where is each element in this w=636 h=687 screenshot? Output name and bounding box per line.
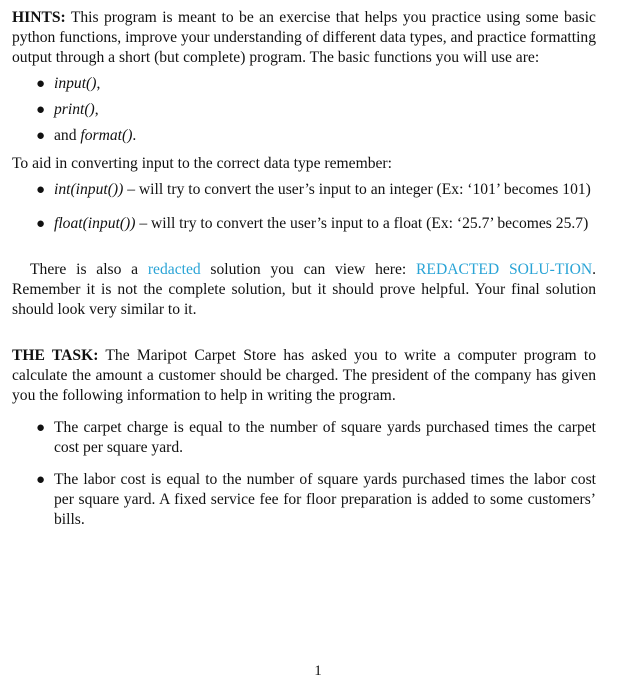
function-name: float(input()) [54,215,136,232]
redacted-link[interactable]: redacted [147,261,201,278]
list-item: ● input(), [36,75,101,92]
bullet-icon: ● [36,102,46,118]
convert-intro: To aid in converting input to the correct data type remember: [12,155,392,172]
hints-paragraph [12,8,596,68]
hints-label: HINTS: [12,9,66,26]
list-item: ● int(input()) – will try to convert the user’s input to an integer (Ex: ‘101’ becomes 101) [36,181,591,198]
conversions-list [12,180,596,234]
functions-list [12,74,596,146]
function-name: input() [54,75,97,92]
bullet-icon: ● [36,216,46,232]
function-name: print() [54,101,95,118]
list-item: ● The labor cost is equal to the number of square yards purchased times the labor cost per square yard. A fixed service fee for floor preparation is added to some customers’ bills. [36,471,596,528]
list-item: ● and format(). [36,127,137,144]
bullet-icon: ● [36,128,46,144]
bullet-icon: ● [36,472,46,488]
hints-intro: This program is meant to be an exercise that helps you practice using some basic python functions, improve your understanding of different data types, and practice formatting output through a short (but complete) program. The basic functions you will use are: [12,9,596,66]
redacted-solution-link[interactable]: REDACTED SOLU-TION [416,261,593,278]
list-item: ● print(), [36,101,99,118]
task-intro: The Maripot Carpet Store has asked you to write a computer program to calculate the amount a customer should be charged. The president of the company has given you the following information to help in writing the program. [12,347,596,404]
list-item: ● The carpet charge is equal to the number of square yards purchased times the carpet cost per square yard. [36,419,596,456]
function-name: int(input()) [54,181,124,198]
list-item: ● float(input()) – will try to convert the user’s input to a float (Ex: ‘25.7’ becomes 25.7) [36,215,589,232]
task-list [12,418,596,530]
bullet-icon: ● [36,420,46,436]
task-paragraph [12,346,596,406]
solution-paragraph: There is also a redacted solution you can view here: REDACTED SOLU-TION. Remember it is not the complete solution, but it should prove helpful. Your final solution should look very similar to it. [12,261,596,318]
task-label: THE TASK: [12,347,99,364]
page-number: 1 [314,663,322,679]
bullet-icon: ● [36,182,46,198]
bullet-icon: ● [36,76,46,92]
document-page [12,8,596,530]
function-name: format() [80,127,133,144]
